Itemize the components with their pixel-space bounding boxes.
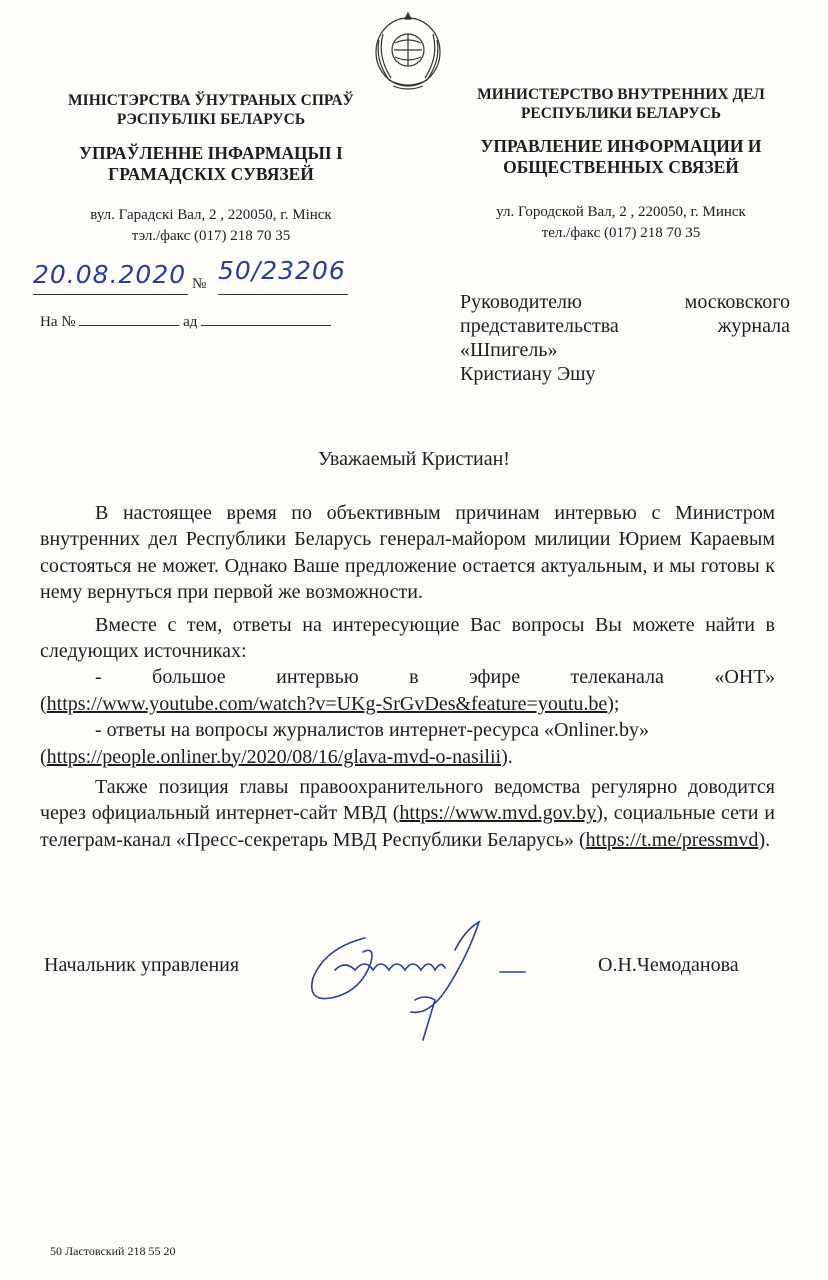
letter-body [40, 500, 775, 853]
address-by [30, 205, 392, 247]
addressee [460, 290, 790, 386]
ministry-name-ru: МИНИСТЕРСТВО ВНУТРЕННИХ ДЕЛ РЕСПУБЛИКИ БЕЛАРУСЬ [477, 86, 765, 122]
addressee-line-2: представительства журнала [460, 315, 790, 337]
paragraph-1: В настоящее время по объективным причинам интервью с Министром внутренних дел Республики Беларусь генерал-майором милиции Юрием Караевым состояться не может. Однако Ваше предложение остается актуальным, и мы готовы к нему вернуться при первой же возможности. [40, 502, 775, 604]
greeting: Уважаемый Кристиан! [318, 448, 510, 470]
ad-blank [201, 313, 331, 326]
department-name-by: УПРАЎЛЕННЕ ІНФАРМАЦЫІ І ГРАМАДСКІХ СУВЯЗЕЙ [79, 143, 343, 184]
address-line-ru: ул. Городской Вал, 2 , 220050, г. Минск [496, 204, 746, 220]
outgoing-date: 20.08.2020 [33, 260, 187, 289]
source-item-2: (https://people.onliner.by/2020/08/16/glava-mvd-o-nasilii). [40, 745, 513, 768]
source-item-1-text: - большое интервью в эфире телеканала «ОНТ» [95, 666, 775, 689]
ministry-name-by: МІНІСТЭРСТВА ЎНУТРАНЫХ СПРАЎ РЭСПУБЛІКІ БЕЛАРУСЬ [68, 92, 354, 128]
na-label: На № [40, 314, 76, 330]
paragraph-3: Также позиция главы правоохранительного ведомства регулярно доводится через официальный интернет-сайт МВД (https://www.mvd.gov.by), социальные сети и телеграм-канал «Пресс-секретарь МВД Республики Беларусь» (https://t.me/pressmvd). [40, 775, 775, 851]
addressee-line-1: Руководителю московского [460, 291, 790, 313]
paragraph-2: Вместе с тем, ответы на интересующие Вас вопросы Вы можете найти в следующих источниках: [40, 613, 775, 662]
addressee-line-3: «Шпигель» [460, 339, 558, 361]
address-line-by: вул. Гарадскі Вал, 2 , 220050, г. Мінск [90, 207, 332, 223]
ad-label: ад [183, 314, 198, 330]
state-emblem-icon [369, 10, 447, 94]
telegram-link[interactable]: https://t.me/pressmvd [585, 828, 759, 851]
phone-line-ru: тел./факс (017) 218 70 35 [541, 225, 701, 241]
addressee-line-4: Кристиану Эшу [460, 363, 596, 385]
na-blank [79, 313, 179, 326]
youtube-link[interactable]: https://www.youtube.com/watch?v=UKg-SrGvDes&feature=youtu.be [46, 692, 608, 715]
department-name-ru: УПРАВЛЕНИЕ ИНФОРМАЦИИ И ОБЩЕСТВЕННЫХ СВЯЗЕЙ [480, 136, 762, 177]
signatory-title: Начальник управления [44, 954, 240, 976]
source-item-2-text: - ответы на вопросы журналистов интернет-ресурса «Onliner.by» [95, 719, 649, 742]
number-sign: № [192, 276, 207, 292]
incoming-reference [40, 313, 360, 331]
date-underline [33, 294, 188, 295]
onliner-link[interactable]: https://people.onliner.by/2020/08/16/glava-mvd-o-nasilii [46, 745, 502, 768]
phone-line-by: тэл./факс (017) 218 70 35 [131, 228, 291, 244]
source-item-1: (https://www.youtube.com/watch?v=UKg-SrGvDes&feature=youtu.be); [40, 692, 620, 715]
mvd-site-link[interactable]: https://www.mvd.gov.by [399, 802, 597, 825]
signatory-name: О.Н.Чемоданова [598, 954, 739, 976]
outgoing-number: 50/23206 [218, 256, 346, 285]
number-underline [218, 294, 348, 295]
executor-footer: 50 Ластовский 218 55 20 [50, 1244, 176, 1258]
handwritten-signature-icon [295, 920, 535, 1050]
address-ru [440, 202, 802, 244]
